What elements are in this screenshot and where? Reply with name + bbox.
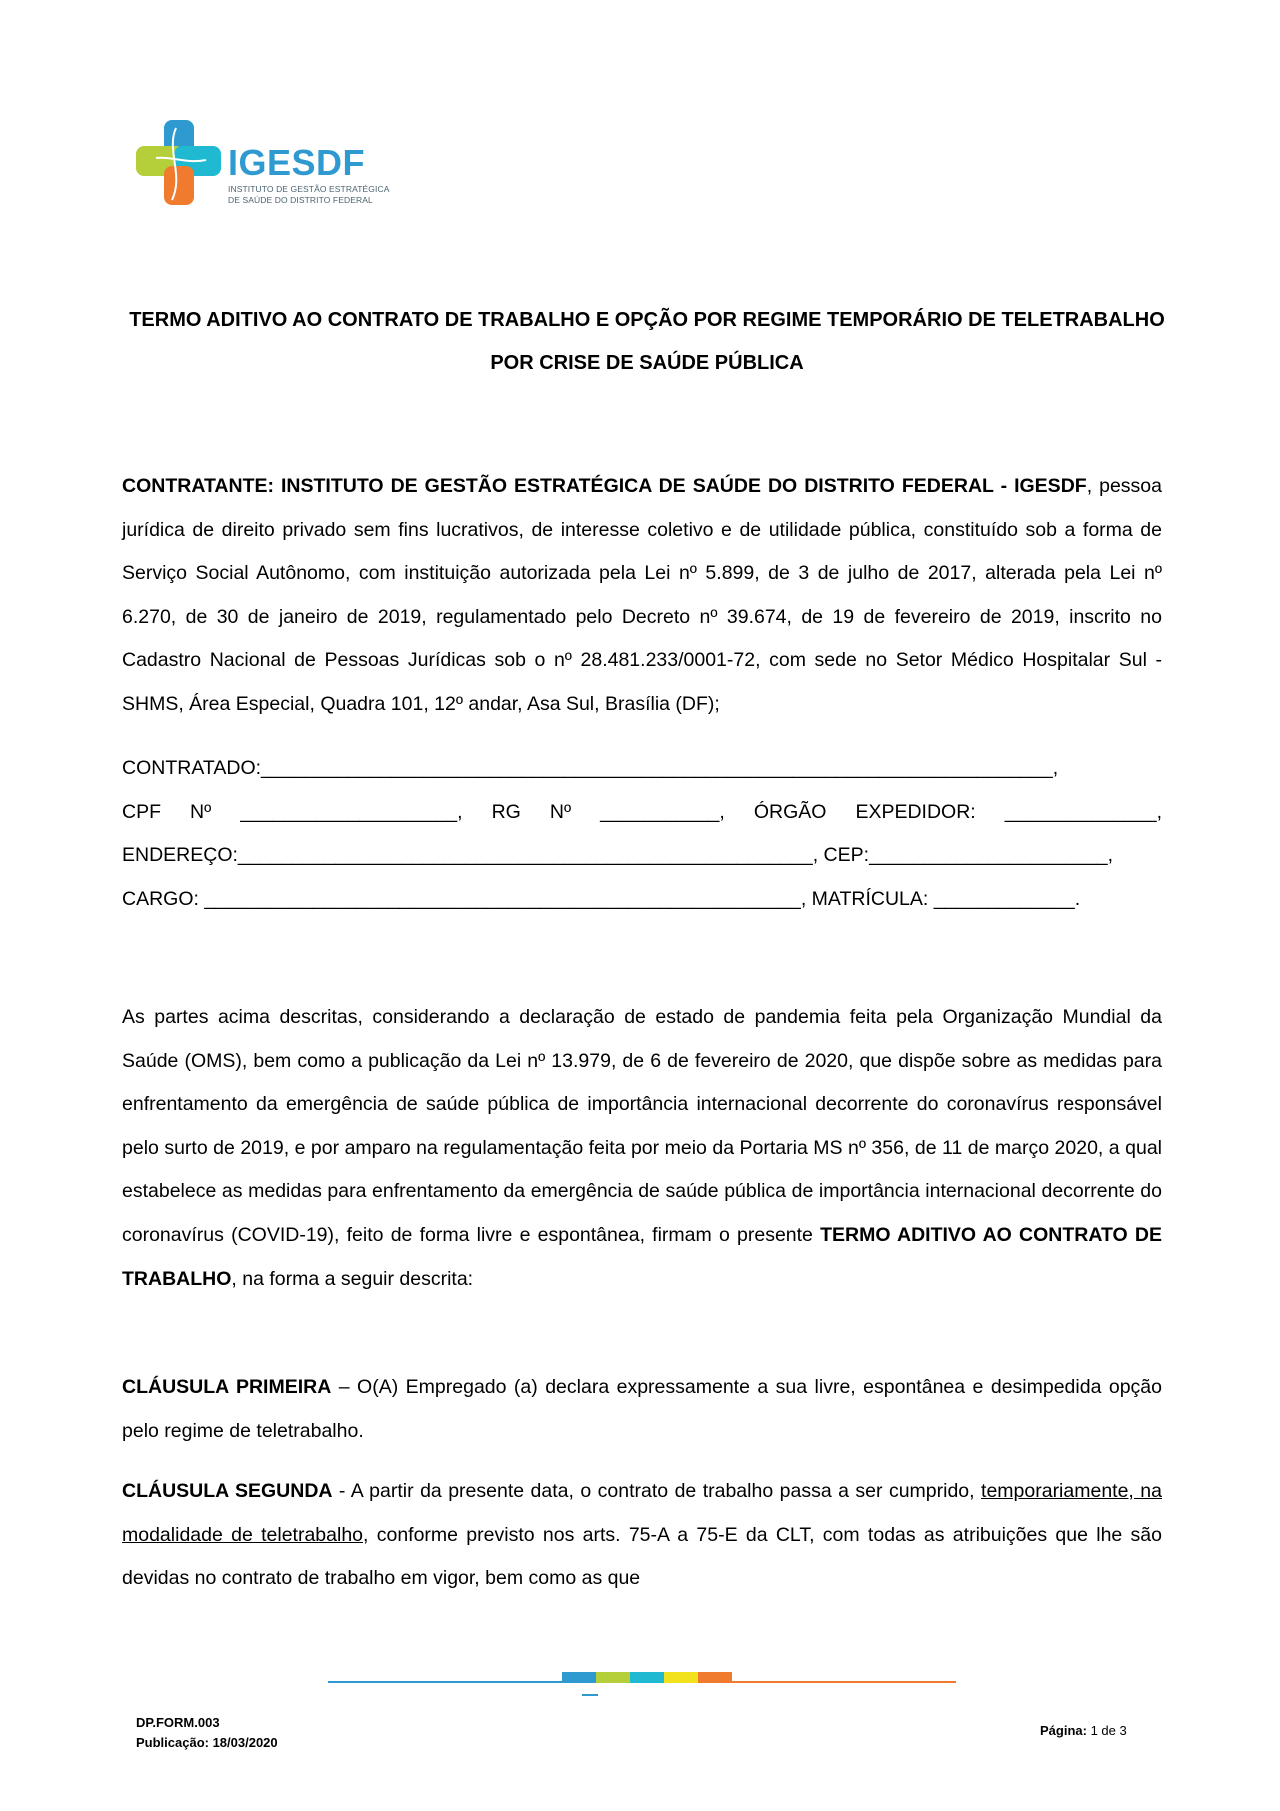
logo-wordmark: IGESDF	[228, 142, 366, 183]
clausula-primeira	[122, 1366, 1162, 1453]
clausula-segunda-text-before: - A partir da presente data, o contrato de trabalho passa a ser cumprido,	[332, 1480, 982, 1502]
document-title-line1: TERMO ADITIVO AO CONTRATO DE TRABALHO E OPÇÃO POR REGIME TEMPORÁRIO DE TELETRABALHO	[129, 309, 1165, 331]
cpf-no-label: Nº	[190, 800, 212, 823]
contratado-form	[122, 747, 1162, 921]
cpf-field[interactable]: ____________________,	[240, 800, 463, 823]
rg-label: RG	[491, 800, 521, 823]
endereco-cep-field[interactable]: ENDEREÇO:_____________________________________________________, CEP:______________________,	[122, 844, 1114, 867]
contratante-paragraph	[122, 465, 1162, 727]
cpf-rg-line	[122, 791, 1162, 835]
orgao-expedidor-field[interactable]: ______________,	[1004, 800, 1162, 823]
footer-form-info	[136, 1713, 278, 1753]
partes-paragraph	[122, 996, 1162, 1301]
page-label: Página:	[1040, 1723, 1087, 1738]
clausula-segunda	[122, 1470, 1162, 1601]
clausula-primeira-text: – O(A) Empregado (a) declara expressamente a sua livre, espontânea e desimpedida opção pelo regime de teletrabalho.	[122, 1376, 1162, 1442]
clausula-segunda-label: CLÁUSULA SEGUNDA	[122, 1480, 333, 1502]
expedidor-label: EXPEDIDOR:	[855, 800, 976, 823]
contratado-field[interactable]: CONTRATADO:_________________________________________________________________________,	[122, 757, 1059, 779]
clausula-segunda-underlined: temporariamente, na modalidade de teletrabalho	[122, 1480, 1162, 1546]
footer-form-code: DP.FORM.003	[136, 1715, 220, 1730]
igesdf-logo	[136, 120, 396, 210]
logo-subtitle-line2: DE SAÚDE DO DISTRITO FEDERAL	[228, 195, 373, 205]
contratante-text: , pessoa jurídica de direito privado sem fins lucrativos, de interesse coletivo e de utilidade pública, constituído sob a forma de Serviço Social Autônomo, com instituição autorizada pela Lei nº 5.899, de 3 de julho de 2017, alterada pela Lei nº 6.270, de 30 de janeiro de 2019, regulamentado pelo Decreto nº 39.674, de 19 de fevereiro de 2019, inscrito no Cadastro Nacional de Pessoas Jurídicas sob o nº 28.481.233/0001-72, com sede no Setor Médico Hospitalar Sul - SHMS, Área Especial, Quadra 101, 12º andar, Asa Sul, Brasília (DF);	[122, 475, 1162, 715]
footer-publication-date: Publicação: 18/03/2020	[136, 1735, 278, 1750]
footer-color-bar	[328, 1670, 956, 1700]
partes-text-after: , na forma a seguir descrita:	[231, 1267, 474, 1290]
footer-page-number	[1040, 1723, 1127, 1738]
clausula-segunda-text-after: , conforme previsto nos arts. 75-A a 75-E da CLT, com todas as atribuições que lhe são devidas no contrato de trabalho em vigor, bem como as que	[122, 1523, 1162, 1590]
contratante-label: CONTRATANTE: INSTITUTO DE GESTÃO ESTRATÉGICA DE SAÚDE DO DISTRITO FEDERAL - IGESDF	[122, 475, 1087, 497]
page-value: 1 de 3	[1090, 1723, 1127, 1738]
rg-no-label: Nº	[549, 800, 572, 823]
cpf-label: CPF	[122, 800, 161, 823]
clausula-primeira-label: CLÁUSULA PRIMEIRA	[122, 1376, 332, 1398]
partes-text-before: As partes acima descritas, considerando a declaração de estado de pandemia feita pela Organização Mundial da Saúde (OMS), bem como a publicação da Lei nº 13.979, de 6 de fevereiro de 2020, que dispõe sobre as medidas para enfrentamento da emergência de saúde pública de importância internacional decorrente do coronavírus responsável pelo surto de 2019, e por amparo na regulamentação feita por meio da Portaria MS nº 356, de 11 de março 2020, a qual estabelece as medidas para enfrentamento da emergência de saúde pública de importância internacional decorrente do coronavírus (COVID-19), feito de forma livre e espontânea, firmam o presente	[122, 1006, 1162, 1246]
document-title-line2: POR CRISE DE SAÚDE PÚBLICA	[490, 352, 804, 374]
logo-subtitle-line1: INSTITUTO DE GESTÃO ESTRATÉGICA	[228, 184, 390, 194]
orgao-label: ÓRGÃO	[753, 800, 827, 823]
partes-bold-term: TERMO ADITIVO AO CONTRATO DE TRABALHO	[122, 1223, 1162, 1290]
rg-field[interactable]: ___________,	[600, 800, 725, 823]
igesdf-cross-logo-icon	[136, 120, 221, 205]
cargo-matricula-field[interactable]: CARGO: _______________________________________________________, MATRÍCULA: _____________.	[122, 887, 1081, 910]
